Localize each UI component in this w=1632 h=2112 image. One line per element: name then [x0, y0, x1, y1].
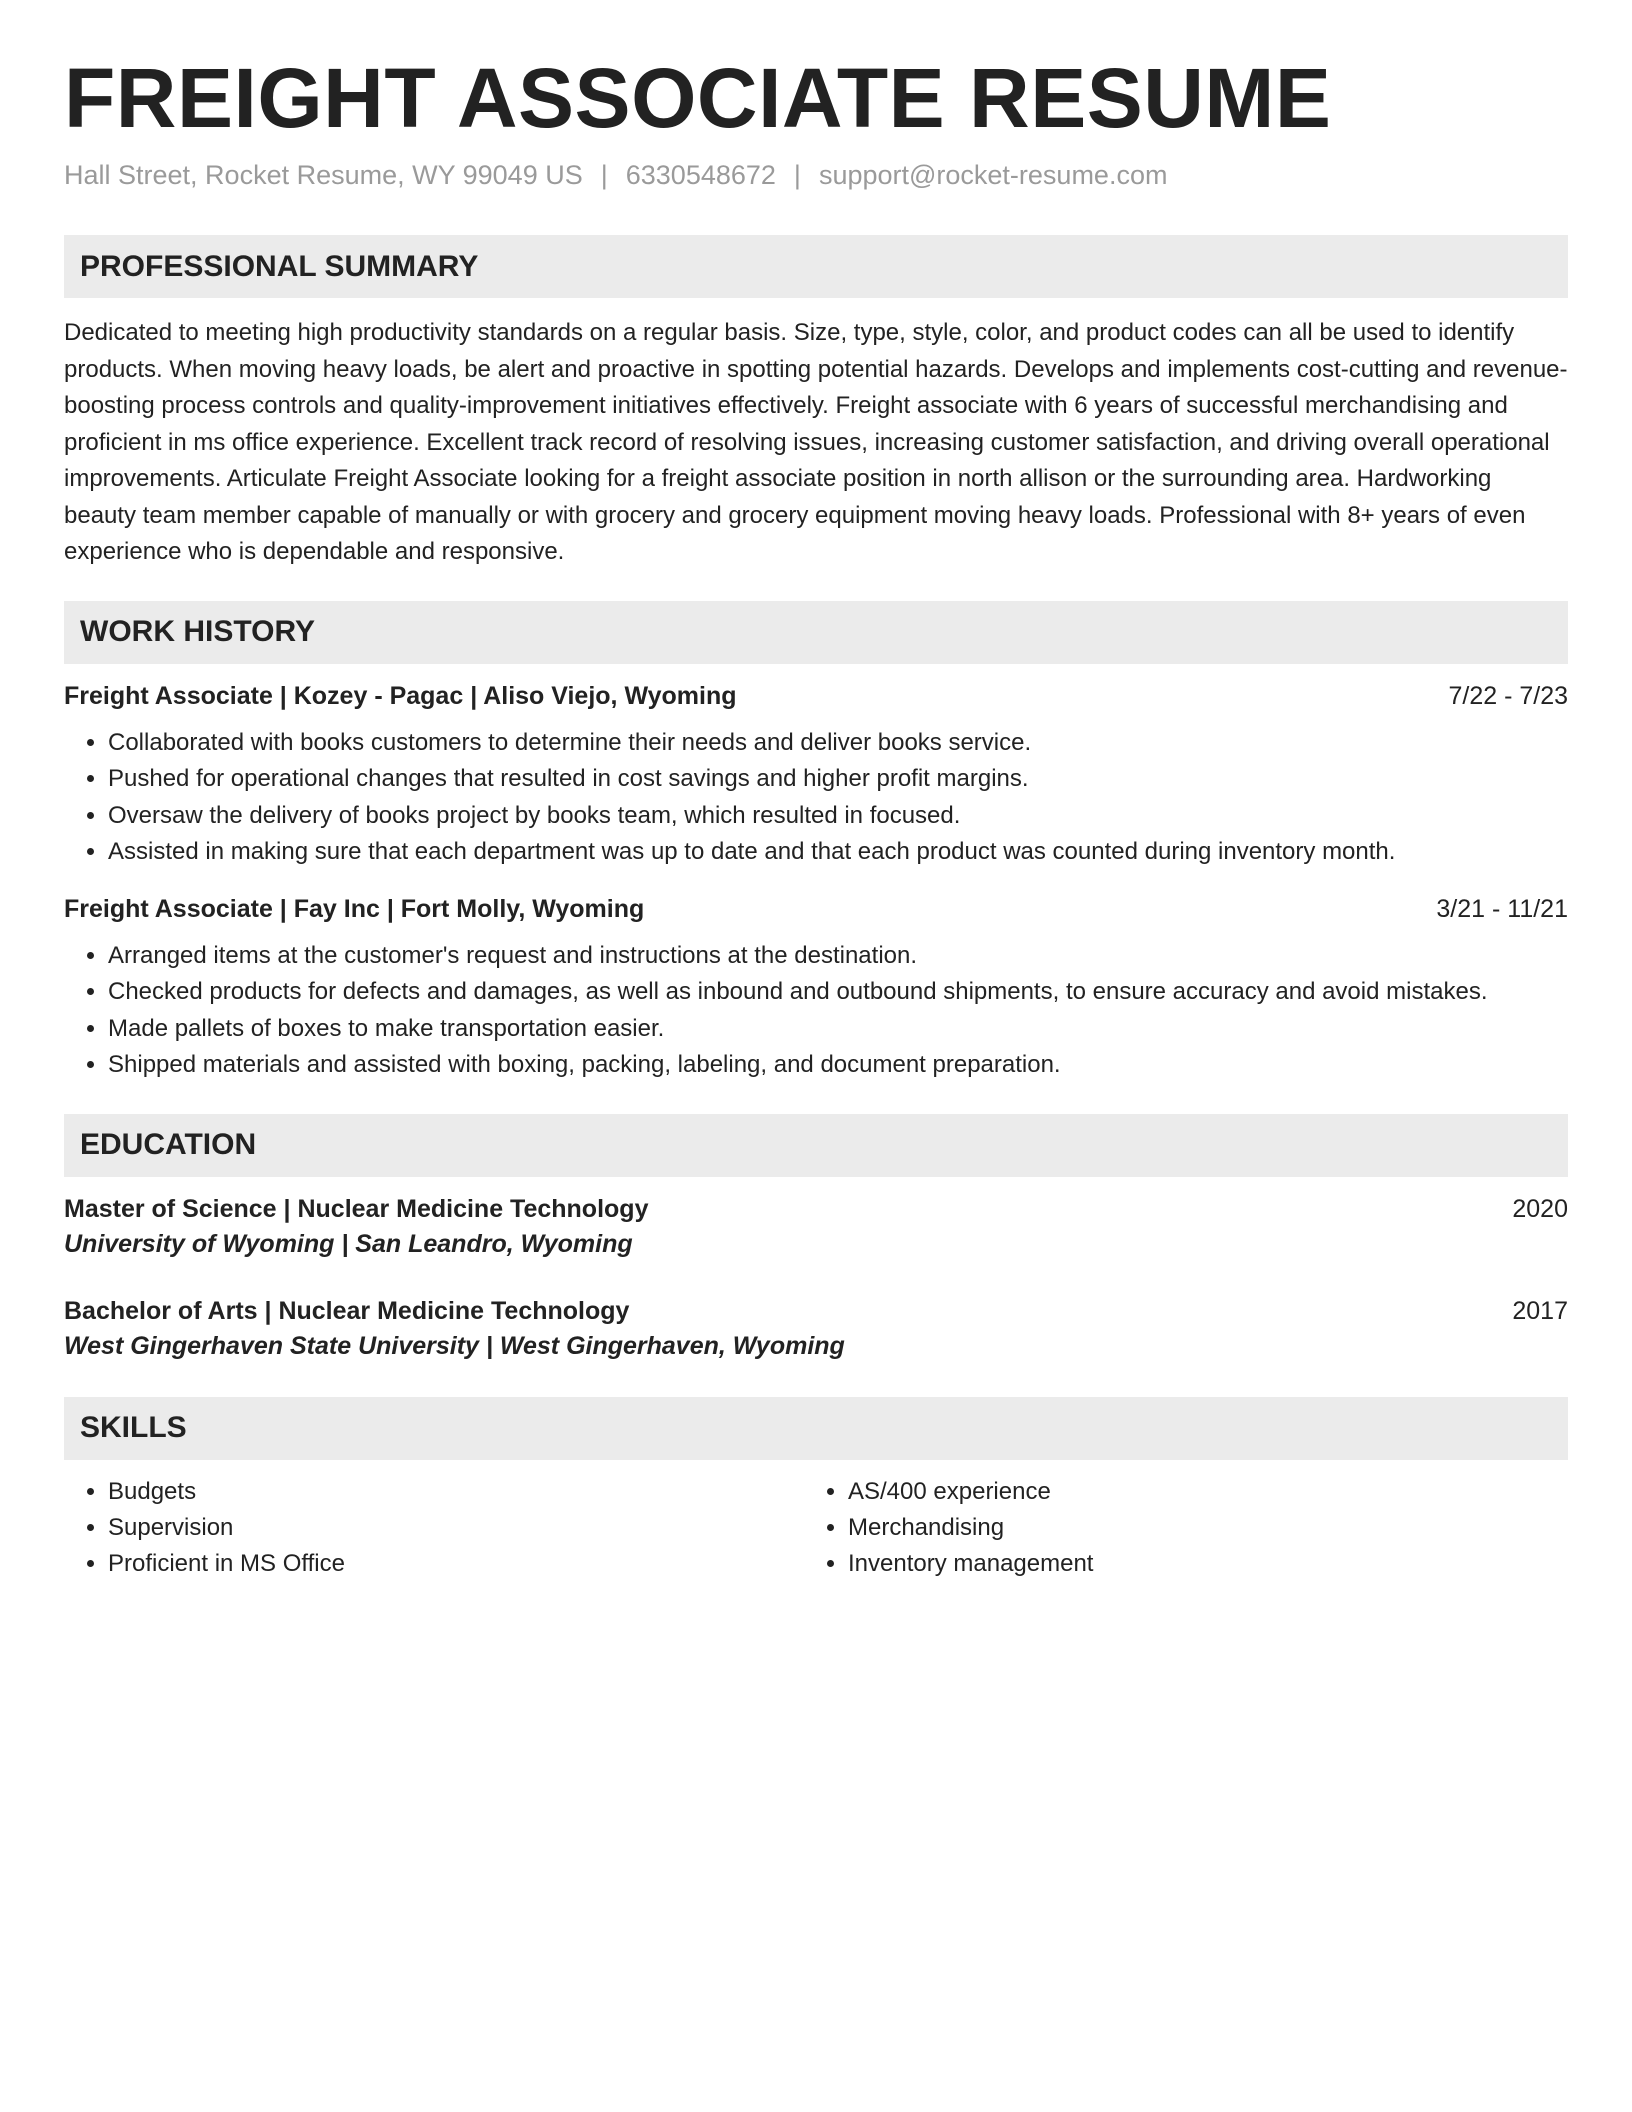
education-header [64, 1297, 1568, 1326]
job-bullets [64, 725, 1568, 871]
job-bullet: • Arranged items at the customer's request and instructions at the destination. [108, 938, 1568, 975]
resume-title: FREIGHT ASSOCIATE RESUME [64, 51, 1332, 145]
education-heading: EDUCATION [64, 1114, 1568, 1177]
job-bullets [64, 938, 1568, 1084]
summary-heading: PROFESSIONAL SUMMARY [64, 235, 1568, 298]
job-bullet: • Assisted in making sure that each department was up to date and that each product was counted during inventory month. [108, 834, 1568, 871]
education-entry [64, 1297, 1568, 1361]
job-title: Freight Associate | Fay Inc | Fort Molly, Wyoming [64, 894, 645, 923]
contact-separator: | [793, 160, 801, 191]
work-history-heading: WORK HISTORY [64, 601, 1568, 664]
education-degree: Bachelor of Arts | Nuclear Medicine Technology [64, 1296, 630, 1325]
skill-item: • Supervision [108, 1510, 804, 1546]
skill-item: • Proficient in MS Office [108, 1546, 804, 1582]
resume-page [64, 52, 1568, 1582]
job-date: 7/22 - 7/23 [1448, 681, 1568, 710]
job-bullet: • Collaborated with books customers to determine their needs and deliver books service. [108, 725, 1568, 762]
summary-text: Dedicated to meeting high productivity standards on a regular basis. Size, type, style, color, and product codes can all be used to identify products. When moving heavy loads, be alert and proactive in spotting potential hazards. Develops and implements cost-cutting and revenue-boosting process controls and quality-improvement initiatives effectively. Freight associate with 6 years of successful merchandising and proficient in ms office experience. Excellent track record of resolving issues, increasing customer satisfaction, and driving overall operational improvements. Articulate Freight Associate looking for a freight associate position in north allison or the surrounding area. Hardworking beauty team member capable of manually or with grocery and grocery equipment moving heavy loads. Professional with 8+ years of even experience who is dependable and responsive. [64, 319, 1568, 566]
contact-separator: | [600, 160, 608, 191]
education-date: 2020 [1512, 1194, 1568, 1223]
job-entry [64, 895, 1568, 1084]
job-bullet: • Pushed for operational changes that resulted in cost savings and higher profit margins. [108, 761, 1568, 798]
job-entry [64, 682, 1568, 871]
job-header [64, 895, 1568, 924]
skill-item: • AS/400 experience [848, 1474, 1544, 1510]
job-header [64, 682, 1568, 711]
job-title: Freight Associate | Kozey - Pagac | Aliso Viejo, Wyoming [64, 681, 737, 710]
education-header [64, 1195, 1568, 1224]
contact-line [64, 160, 1568, 191]
education-school: West Gingerhaven State University | West Gingerhaven, Wyoming [64, 1331, 845, 1360]
job-bullet: • Shipped materials and assisted with boxing, packing, labeling, and document preparation. [108, 1047, 1568, 1084]
education-entry [64, 1195, 1568, 1259]
skill-item: • Merchandising [848, 1510, 1544, 1546]
contact-phone: 6330548672 [625, 160, 776, 191]
skills-columns [64, 1474, 1568, 1582]
skills-list-left [64, 1474, 804, 1582]
education-degree: Master of Science | Nuclear Medicine Technology [64, 1194, 649, 1223]
contact-address: Hall Street, Rocket Resume, WY 99049 US [64, 160, 583, 191]
skills-heading: SKILLS [64, 1397, 1568, 1460]
education-date: 2017 [1512, 1296, 1568, 1325]
job-bullet: • Oversaw the delivery of books project by books team, which resulted in focused. [108, 798, 1568, 835]
education-school: University of Wyoming | San Leandro, Wyoming [64, 1229, 633, 1258]
job-date: 3/21 - 11/21 [1436, 894, 1568, 923]
skills-list-right [804, 1474, 1544, 1582]
skill-item: • Inventory management [848, 1546, 1544, 1582]
job-bullet: • Checked products for defects and damages, as well as inbound and outbound shipments, to ensure accuracy and avoid mistakes. [108, 974, 1568, 1011]
skill-item: • Budgets [108, 1474, 804, 1510]
job-bullet: • Made pallets of boxes to make transportation easier. [108, 1011, 1568, 1048]
contact-email: support@rocket-resume.com [818, 160, 1168, 191]
